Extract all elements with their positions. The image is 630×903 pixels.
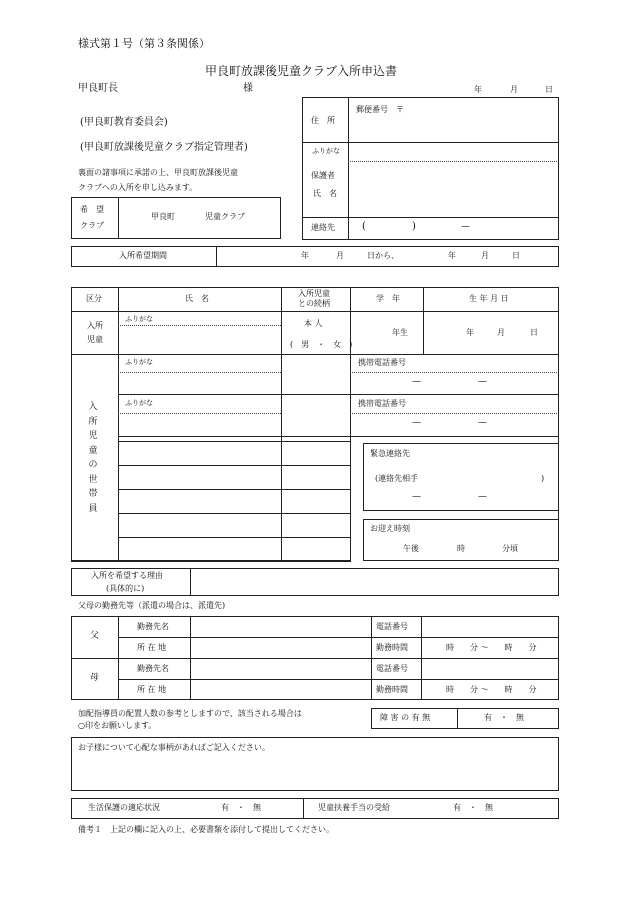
club-label-line-1: 希 望 bbox=[80, 205, 104, 214]
household-2-dash-2: — bbox=[478, 418, 487, 428]
pickup-min: 分頃 bbox=[502, 544, 518, 553]
applicant-label-line-2: 児童 bbox=[87, 335, 103, 344]
applicant-label-line-1: 入所 bbox=[87, 321, 103, 330]
household-1-dash-1: — bbox=[412, 377, 421, 387]
mother-hours: 時 分 〜 時 分 bbox=[446, 685, 537, 694]
father-workplace-label: 勤務先名 bbox=[137, 622, 169, 631]
contact-paren-open: ( bbox=[362, 221, 366, 232]
honorific: 様 bbox=[243, 83, 253, 94]
period-day-from: 日から、 bbox=[367, 251, 399, 260]
period-day-2: 日 bbox=[512, 251, 520, 260]
household-2-mobile-label: 携帯電話番号 bbox=[358, 399, 406, 408]
household-1-mobile-label: 携帯電話番号 bbox=[358, 358, 406, 367]
birth-day: 日 bbox=[530, 328, 538, 337]
col-birthdate: 生 年 月 日 bbox=[469, 294, 509, 303]
club-label-line-2: クラブ bbox=[80, 221, 104, 230]
mother-location-label: 所 在 地 bbox=[137, 685, 167, 694]
agreement-line-1: 裏面の諸事項に承諾の上、甲良町放課後児童 bbox=[78, 168, 238, 177]
date-year: 年 bbox=[474, 85, 482, 94]
gender-options: ( 男 ・ 女 ) bbox=[290, 340, 353, 349]
col-category: 区分 bbox=[86, 294, 102, 303]
household-1-dash-2: — bbox=[478, 377, 487, 387]
col-relation-line-2: との続柄 bbox=[298, 299, 330, 308]
page-title: 甲良町放課後児童クラブ入所申込書 bbox=[205, 64, 398, 78]
applicant-furigana: ふりがな bbox=[125, 315, 153, 323]
emergency-label: 緊急連絡先 bbox=[370, 449, 410, 458]
employment-heading: 父母の勤務先等（派遣の場合は、派遣先) bbox=[78, 601, 226, 610]
father-location-label: 所 在 地 bbox=[137, 643, 167, 652]
date-day: 日 bbox=[545, 85, 553, 94]
postal-code-label: 郵便番号 〒 bbox=[356, 105, 404, 114]
disability-note-line-1: 加配指導員の配置人数の参考としますので、該当される場合は bbox=[78, 709, 302, 718]
allowance-options: 有 ・ 無 bbox=[453, 803, 493, 812]
address-label: 住 所 bbox=[311, 116, 335, 125]
addressee: 甲良町長 bbox=[78, 83, 118, 94]
recipient-board: (甲良町教育委員会) bbox=[80, 117, 168, 128]
birth-year: 年 bbox=[466, 328, 474, 337]
father-hours-label: 勤務時間 bbox=[376, 643, 408, 652]
concerns-label: お子様について心配な事柄があればご記入ください。 bbox=[78, 743, 270, 752]
col-grade: 学 年 bbox=[376, 294, 400, 303]
pickup-hour: 時 bbox=[457, 544, 465, 553]
club-suffix: 児童クラブ bbox=[205, 212, 245, 221]
mother-hours-label: 勤務時間 bbox=[376, 685, 408, 694]
contact-label: 連絡先 bbox=[311, 223, 335, 232]
contact-paren-close: ) bbox=[412, 221, 416, 232]
emergency-close: ) bbox=[541, 474, 545, 483]
pickup-pm: 午後 bbox=[403, 544, 419, 553]
guardian-label-line-1: 保護者 bbox=[311, 171, 335, 180]
mother-phone-label: 電話番号 bbox=[376, 664, 408, 673]
mother-label: 母 bbox=[90, 673, 100, 683]
form-number: 様式第１号（第３条関係） bbox=[78, 37, 210, 50]
father-phone-label: 電話番号 bbox=[376, 622, 408, 631]
father-label: 父 bbox=[90, 631, 100, 641]
household-2-furigana: ふりがな bbox=[125, 399, 153, 407]
contact-dash: — bbox=[461, 222, 470, 232]
period-year-1: 年 bbox=[301, 251, 309, 260]
guardian-box bbox=[302, 97, 559, 240]
col-name: 氏 名 bbox=[185, 294, 209, 303]
club-town: 甲良町 bbox=[151, 212, 175, 221]
period-label: 入所希望期間 bbox=[119, 251, 167, 260]
grade-suffix: 年生 bbox=[392, 328, 408, 337]
date-month: 月 bbox=[510, 85, 518, 94]
col-relation-line-1: 入所児童 bbox=[298, 289, 330, 298]
remarks: 備考１ 上記の欄に記入の上、必要書類を添付して提出してください。 bbox=[78, 825, 334, 834]
emergency-dash-2: — bbox=[478, 492, 487, 502]
livelihood-label: 生活保護の適応状況 bbox=[88, 803, 160, 812]
pickup-label: お迎え時刻 bbox=[370, 524, 410, 533]
guardian-furigana-label: ふりがな bbox=[312, 147, 340, 155]
reason-label-line-2: (具体的に) bbox=[106, 584, 145, 593]
father-hours: 時 分 〜 時 分 bbox=[446, 643, 537, 652]
agreement-line-2: クラブへの入所を申し込みます。 bbox=[78, 183, 198, 192]
household-label: 入所児童の世帯員 bbox=[88, 402, 98, 514]
desired-club-box bbox=[71, 197, 281, 239]
disability-options: 有 ・ 無 bbox=[484, 713, 524, 722]
disability-note-line-2: ○印をお願いします。 bbox=[78, 721, 157, 730]
mother-workplace-label: 勤務先名 bbox=[137, 664, 169, 673]
emergency-contact: (連絡先相手 bbox=[375, 474, 419, 483]
household-1-furigana: ふりがな bbox=[125, 358, 153, 366]
guardian-label-line-2: 氏 名 bbox=[313, 189, 337, 198]
disability-label: 障 害 の 有 無 bbox=[380, 713, 431, 722]
recipient-manager: (甲良町放課後児童クラブ指定管理者) bbox=[80, 142, 248, 153]
allowance-label: 児童扶養手当の受給 bbox=[318, 803, 390, 812]
period-year-2: 年 bbox=[448, 251, 456, 260]
self-label: 本 人 bbox=[304, 319, 323, 328]
period-month-2: 月 bbox=[481, 251, 489, 260]
period-month-1: 月 bbox=[336, 251, 344, 260]
birth-month: 月 bbox=[497, 328, 505, 337]
reason-label-line-1: 入所を希望する理由 bbox=[91, 571, 163, 580]
household-2-dash-1: — bbox=[412, 418, 421, 428]
livelihood-options: 有 ・ 無 bbox=[221, 803, 261, 812]
emergency-dash-1: — bbox=[412, 492, 421, 502]
